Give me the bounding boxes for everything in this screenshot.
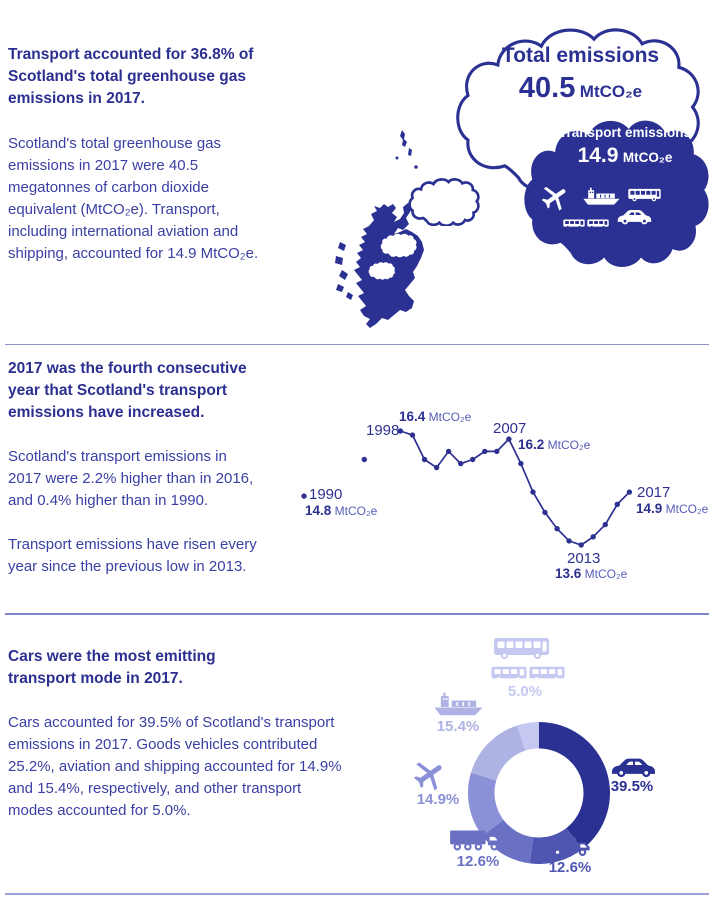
trend-point-2012 <box>566 538 571 543</box>
section-divider <box>5 613 709 615</box>
donut-segment-cars <box>539 722 610 849</box>
total-emissions-unit: MtCO₂e <box>579 82 643 101</box>
modes-label-cars: 39.5% <box>610 778 654 795</box>
bus-icon <box>493 637 550 660</box>
trend-point-2002 <box>446 449 451 454</box>
trend-body-1: Scotland's transport emissions in 2017 were 2.2% higher than in 2016, and 0.4% higher than in 1990. <box>8 448 254 509</box>
coach-icons <box>491 666 565 682</box>
trend-point-2001 <box>434 465 439 470</box>
trend-value-number: 14.8 <box>305 503 332 518</box>
trend-point-2010 <box>542 510 547 515</box>
ship-icon <box>434 691 483 718</box>
trend-year-label: 1998 <box>366 422 400 439</box>
total-emissions-title: Total emissions <box>501 44 660 67</box>
western-isles <box>335 242 353 300</box>
van-icon <box>549 835 591 858</box>
section-divider <box>5 344 709 345</box>
coach-icons <box>563 219 609 229</box>
car-icon <box>617 208 652 225</box>
coach-icon <box>491 666 527 682</box>
trend-year-label: 2013 <box>567 550 601 567</box>
coach-icon <box>587 219 609 229</box>
trend-body-2: Transport emissions have risen every year since the previous low in 2013. <box>8 536 257 575</box>
trend-point-2006 <box>494 449 499 454</box>
trend-chart <box>290 400 713 600</box>
modes-label-aviation: 14.9% <box>416 791 460 808</box>
trend-value-number: 16.2 <box>518 437 545 452</box>
trend-value-number: 16.4 <box>399 409 426 424</box>
trend-point-2007 <box>506 436 511 441</box>
trend-value-label <box>555 566 627 581</box>
total-emissions-value <box>458 72 703 105</box>
trend-value-number: 13.6 <box>555 566 582 581</box>
trend-point-2015 <box>603 522 608 527</box>
trend-point-2017 <box>627 489 632 494</box>
trend-point-2003 <box>458 461 463 466</box>
trend-heading: 2017 was the fourth consecutive year that Scotland's transport emissions have increased. <box>8 360 247 421</box>
trend-year-label: 1990 <box>309 486 343 503</box>
truck-icon <box>449 829 502 852</box>
modes-label-vans: 12.6% <box>548 859 592 876</box>
transport-emissions-value <box>535 144 713 168</box>
trend-point-2005 <box>482 449 487 454</box>
transport-emissions-unit: MtCO₂e <box>622 150 673 165</box>
ship-icon <box>583 186 620 207</box>
trend-value-label <box>636 501 708 516</box>
trend-value-label <box>399 409 471 424</box>
section-divider <box>5 893 709 895</box>
trend-value-unit: MtCO₂e <box>334 504 378 518</box>
trend-point-1999 <box>410 432 415 437</box>
scotland-map <box>330 120 440 334</box>
modes-label-shipping: 15.4% <box>436 718 480 735</box>
trend-point-2000 <box>422 457 427 462</box>
trend-point-2011 <box>554 526 559 531</box>
trend-point-2014 <box>591 534 596 539</box>
trend-point-1995 <box>362 457 367 462</box>
trend-value-label <box>305 503 377 518</box>
overview-body: Scotland's total greenhouse gas emissions in 2017 were 40.5 megatonnes of carbon dioxide equivalent (MtCO₂e). Transport, including international aviation and shipping, accounted for 14.9 MtCO₂e. <box>8 135 259 262</box>
trend-point-2008 <box>518 461 523 466</box>
modes-body: Cars accounted for 39.5% of Scotland's transport emissions in 2017. Goods vehicles contributed 25.2%, aviation and shipping accounted for 14.9% and 15.4%, respectively, and other transport modes accounted for 5.0%. <box>8 714 342 819</box>
trend-point-2013 <box>579 542 584 547</box>
modes-label-other: 5.0% <box>507 683 543 700</box>
car-icon <box>611 756 656 778</box>
total-emissions-number: 40.5 <box>518 72 576 104</box>
trend-point-2009 <box>530 489 535 494</box>
trend-line <box>400 431 629 545</box>
trend-year-label: 2017 <box>637 484 671 501</box>
bus-icon <box>628 188 661 202</box>
transport-emissions-number: 14.9 <box>577 144 619 167</box>
trend-value-number: 14.9 <box>636 501 663 516</box>
trend-value-unit: MtCO₂e <box>665 502 709 516</box>
trend-value-unit: MtCO₂e <box>584 567 628 581</box>
coach-icon <box>529 666 565 682</box>
trend-value-unit: MtCO₂e <box>428 410 472 424</box>
airplane-icon <box>408 752 458 792</box>
overview-heading: Transport accounted for 36.8% of Scotland's total greenhouse gas emissions in 2017. <box>8 46 254 107</box>
modes-heading: Cars were the most emitting transport mode in 2017. <box>8 648 216 687</box>
coach-icon <box>563 219 585 229</box>
trend-point-2016 <box>615 502 620 507</box>
trend-point-1990 <box>301 493 306 498</box>
shetland-islands <box>396 130 418 169</box>
modes-label-trucks: 12.6% <box>456 853 500 870</box>
trend-year-label: 2007 <box>493 420 527 437</box>
trend-value-label <box>518 437 590 452</box>
trend-point-2004 <box>470 457 475 462</box>
trend-value-unit: MtCO₂e <box>547 438 591 452</box>
airplane-icon <box>536 178 580 212</box>
transport-emissions-title: Transport emissions <box>558 125 692 140</box>
